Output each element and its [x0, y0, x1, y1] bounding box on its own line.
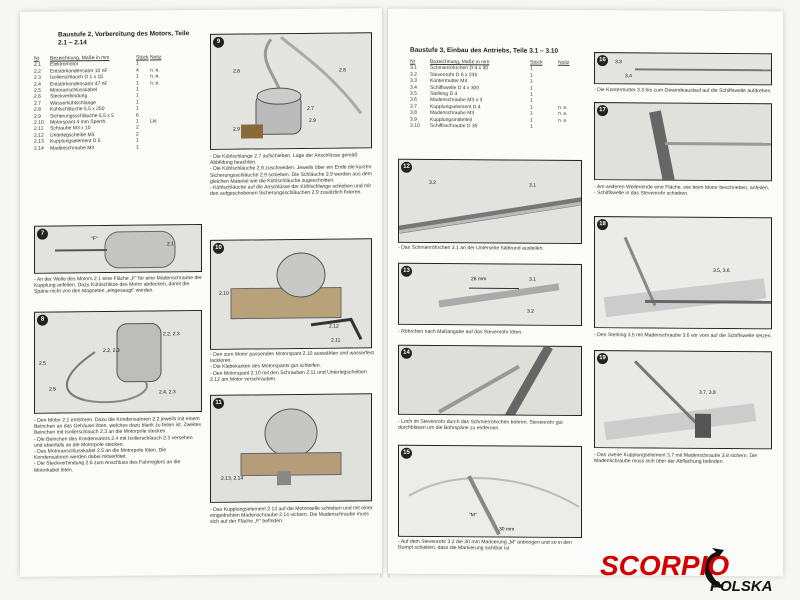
- figure-19: [594, 350, 772, 449]
- table-cell: Kühlschläuche 5,5 x 250: [50, 106, 105, 113]
- table-cell: Kupplungsmittelteil: [430, 116, 472, 123]
- table-cell: Entstörkondensator 10 nF: [50, 67, 108, 75]
- table-cell: Unterlegscheibe M3: [50, 131, 95, 139]
- table-cell: Schraube M3 x 10: [50, 125, 91, 133]
- callout-label: 2.5: [39, 360, 46, 367]
- caption-line: - Am anderen Wellenende eine Fläche, wie beim Motor beschrieben, anfeilen.: [594, 184, 770, 192]
- figure-16: [594, 52, 772, 85]
- figure-number: 14: [401, 348, 412, 359]
- caption-line: - Die Steckverbindung 2.6 zum Anschluss des Fahrreglers an die Motorkabel löten.: [34, 459, 181, 474]
- set-collar-photo: [595, 217, 772, 329]
- caption-line: - Den zum Motor passenden Motorspant 2.10 auswählen und wasserfest lackieren.: [210, 350, 374, 365]
- stern-tube-photo: [399, 264, 582, 326]
- caption-line: - Schiffswelle in das Stevenrohr schieben.: [594, 190, 689, 197]
- figure-15-caption: - Auf dem Stevenrohr 3.2 die 30 mm Markierung „M“ anbringen und so in den Rumpf schieben, dass die Markierung sichtbar ist: [398, 538, 572, 552]
- table-cell: [558, 124, 578, 131]
- callout-label: 2.11: [331, 337, 341, 344]
- table-cell: 2.6: [34, 94, 41, 101]
- hull-marking-photo: [399, 446, 582, 538]
- figure-number: 16: [597, 55, 608, 66]
- table-cell: 1: [530, 78, 533, 85]
- table-cell: 2.11: [34, 126, 44, 133]
- shaft-nut-photo: [595, 53, 772, 85]
- figure-10: [210, 238, 372, 350]
- table-cell: 1: [136, 118, 139, 125]
- table-cell: 1: [530, 72, 533, 79]
- left-heading: Baustufe 2, Vorbereitung des Motors, Teile 2.1 – 2.14: [58, 30, 190, 47]
- figure-number: 18: [597, 219, 608, 230]
- figure-number: 10: [213, 243, 224, 254]
- callout-label: 2.5: [49, 386, 56, 393]
- figure-8: [34, 310, 202, 414]
- figure-9: [210, 32, 372, 150]
- callout-label: 3.7, 3.8: [699, 389, 716, 396]
- table-row: [34, 144, 168, 152]
- table-cell: Schiffswelle D 4 x 300: [430, 84, 480, 91]
- motor-coupling-photo: [211, 394, 372, 503]
- table-cell: 2.2: [34, 68, 41, 75]
- table-cell: Kupplungselement D 5: [50, 138, 101, 145]
- table-cell: 2.14: [34, 145, 44, 152]
- table-cell: 3.10: [410, 122, 420, 129]
- table-cell: Lkt: [150, 118, 157, 125]
- table-cell: Madenschraube M3: [50, 144, 95, 152]
- table-cell: Madenschraube M3: [430, 110, 475, 117]
- table-cell: Notiz: [150, 54, 162, 61]
- table-cell: Motoranschlusskabel: [50, 87, 97, 94]
- table-cell: Sicherungsschläuche 5,5 x 5: [50, 112, 114, 120]
- left-parts-table: [34, 54, 168, 151]
- callout-label: 3.5, 3.6: [713, 267, 730, 275]
- drilling-photo: [399, 346, 582, 416]
- callout-label: 2.8: [339, 67, 346, 74]
- figure-number: 12: [401, 162, 412, 173]
- figure-11-caption: - Das Kupplungselement 2.13 auf die Motorwelle schieben und mit einer eingedrehten Madenschraube 2.14 sichern. Die Madenschraube muss sich auf der Fläche „F“ befinden.: [210, 505, 373, 526]
- table-cell: Stevenrohr D 6 x 235: [430, 71, 478, 79]
- left-page: [20, 8, 382, 577]
- figure-14-caption: - Loch im Stevenrohr durch das Schmierröhrchen bohren. Stevenrohr gut durchblasen um die Bohrspäne zu entfernen.: [398, 418, 563, 432]
- figure-17-caption: [594, 184, 772, 198]
- table-cell: 1: [136, 86, 139, 93]
- table-cell: 3.4: [410, 84, 417, 91]
- callout-label: 30 mm: [499, 526, 515, 533]
- table-cell: 2.10: [34, 119, 44, 126]
- logo-sub: POLSKA: [710, 578, 773, 595]
- figure-19-caption: - Das zweite Kupplungselement 3.7 mit Madenschraube 3.8 sichern. Die Madenschraube muss sich über der Abflachung befinden: [594, 452, 758, 466]
- table-cell: 6: [136, 112, 139, 119]
- table-cell: 1: [136, 144, 139, 151]
- caption-line: - Das Motoranschlusskabel 2.5 an die Motorpole löten. Die Kondensatoren werden dabei mitverlötet.: [34, 447, 167, 461]
- figure-number: 13: [401, 266, 412, 277]
- table-cell: Isolierschlauch D 1 x 15: [50, 74, 104, 81]
- caption-line: - Kühlschläuche auf die Anschlüsse der Kühlschlange schieben und mit den aufgeschobenen Sicherungsschläuchen 2.9 zusätzlich fixieren.: [210, 183, 371, 198]
- motor-capacitor-photo: [35, 311, 202, 414]
- callout-label: 26 mm: [471, 276, 487, 283]
- figure-8-caption: [34, 416, 202, 474]
- figure-number: 19: [597, 353, 608, 364]
- callout-label: 2.8: [233, 68, 240, 75]
- figure-number: 7: [37, 229, 48, 240]
- figure-number: 11: [213, 398, 224, 409]
- figure-18: [594, 216, 772, 329]
- table-cell: Schiffsschraube D 35: [430, 122, 478, 130]
- table-cell: Stück: [530, 59, 543, 66]
- figure-11: [210, 393, 372, 503]
- table-cell: 2.13: [34, 138, 44, 146]
- second-coupling-photo: [595, 351, 772, 449]
- figure-14: [398, 345, 582, 416]
- motor-mount-photo: [211, 239, 372, 350]
- table-cell: Motorspant 4 mm Sperrh.: [50, 119, 107, 126]
- table-cell: n. e.: [150, 67, 160, 74]
- callout-label: 3.4: [625, 73, 632, 80]
- table-cell: n. e.: [558, 111, 568, 118]
- callout-label: 2.4, 2.3: [159, 389, 176, 396]
- callout-label: 2.10: [219, 290, 229, 297]
- callout-label: 3.2: [429, 179, 436, 186]
- callout-label: 2.12: [329, 323, 339, 330]
- table-cell: 1: [530, 66, 533, 73]
- callout-label: 3.1: [529, 182, 536, 189]
- motor-shaft-photo: [35, 225, 202, 274]
- table-cell: Madenschraube M3 x 3: [430, 97, 483, 104]
- table-cell: 1: [136, 73, 139, 80]
- figure-7: [34, 224, 202, 274]
- table-cell: Notiz: [558, 59, 570, 66]
- table-cell: 2.3: [34, 74, 41, 81]
- table-cell: n. e.: [150, 73, 160, 80]
- callout-label: 2.9: [233, 126, 240, 133]
- figure-number: 17: [597, 105, 608, 116]
- table-cell: 2: [136, 131, 139, 138]
- table-cell: n. e.: [558, 104, 568, 111]
- table-cell: Steckverbindung: [50, 93, 88, 101]
- table-cell: Bezeichnung, Maße in mm: [50, 54, 110, 62]
- figure-12: [398, 159, 582, 244]
- callout-label: 2.13, 2.14: [221, 475, 244, 482]
- figure-9-caption: [210, 152, 375, 197]
- table-cell: Entstörkondensator 47 nF: [50, 80, 108, 88]
- table-cell: Nr: [410, 58, 416, 65]
- figure-7-caption: - An der Welle des Motors 2.1 eine Fläche „F“ für eine Madenschraube der Kupplung anfeilen. Dazu Kühlschlitze des Motor abdecken, damit die Späne nicht von den Magneten „eingesaugt“ werden.: [34, 274, 202, 296]
- table-cell: 1: [136, 80, 139, 87]
- table-cell: [150, 144, 168, 151]
- table-cell: 2.7: [34, 100, 41, 107]
- scorpio-logo: [600, 548, 800, 600]
- right-heading: Baustufe 3, Einbau des Antriebs, Teile 3.1 – 3.10: [410, 46, 559, 55]
- logo-brand: SCORPIO: [600, 550, 730, 581]
- callout-label: "M": [469, 512, 477, 519]
- table-cell: 3.7: [410, 103, 417, 110]
- table-cell: Stellring D 4: [430, 90, 458, 98]
- table-cell: 1: [136, 61, 139, 68]
- figure-18-caption: - Den Stellring 3.5 mit Madenschraube 3.6 vor vorn auf die Schiffswelle setzen.: [594, 332, 772, 340]
- table-cell: n. e.: [150, 80, 160, 87]
- figure-number: 9: [213, 37, 224, 48]
- figure-13: [398, 263, 582, 326]
- table-cell: 3.2: [410, 71, 417, 78]
- callout-label: 2.9: [309, 117, 316, 124]
- table-cell: 1: [530, 110, 533, 117]
- table-cell: 3.5: [410, 90, 417, 97]
- table-cell: 1: [136, 137, 139, 144]
- callout-label: "F": [91, 236, 98, 243]
- caption-line: - Den Motorspant 2.10 mit den Schrauben 2.11 und Unterlegscheiben 2.12 am Motor verschrauben.: [210, 368, 367, 383]
- right-parts-table: [410, 59, 578, 131]
- table-cell: 3.8: [410, 110, 417, 117]
- callout-label: 2.7: [307, 105, 314, 112]
- table-cell: Kupplungselement D 4: [430, 103, 481, 111]
- table-cell: 1: [136, 93, 139, 100]
- callout-label: 3.2: [527, 308, 534, 315]
- caption-line: - Die Beinchen des Kondensators 2.4 mit Isolierschlauch 2.3 versehen und ebenfalls an die Motorpole stecken.: [34, 434, 193, 449]
- table-cell: 1: [530, 117, 533, 124]
- caption-line: - Die Kühlschläuche 2.8 zuschneiden. Jeweils über ein Ende die kurzen Sicherungsschläuche 2.9 schieben. Die Schläuche 2.9 werden aus dem gleichen Material wie die Kühlschläuche zugeschnitten.: [210, 164, 372, 185]
- table-cell: 3.6: [410, 97, 417, 104]
- callout-label: 3.3: [615, 59, 622, 66]
- caption-line: - Den Motor 2.1 entstören. Dazu die Kondensatoren 2.2 jeweils mit einem Beinchen an das Gehäuse löten, welches dazu blank zu feilen ist. Zweites Beinchen mit Isolierschlauch 2.3 an die Motorpole stecken.: [34, 416, 202, 437]
- table-cell: 2.12: [34, 132, 44, 139]
- table-row: [410, 123, 578, 131]
- table-cell: 1: [136, 105, 139, 112]
- figure-12-caption: - Das Schmierröhrchen 3.1 an der Unterseite halbrund ausfeilen.: [398, 244, 544, 252]
- table-cell: 2.1: [34, 62, 41, 69]
- table-cell: Wasserkühlschlange: [50, 99, 96, 107]
- table-cell: Nr: [34, 55, 40, 62]
- table-cell: Elektromotor: [50, 61, 79, 68]
- table-cell: Stück: [136, 54, 149, 61]
- figure-number: 8: [37, 315, 48, 326]
- table-cell: 2.5: [34, 87, 41, 94]
- figure-15: [398, 445, 582, 538]
- figure-10-caption: [210, 350, 375, 383]
- lubrication-tube-photo: [399, 160, 582, 244]
- table-cell: Schmierröhrchen D 4 x 30: [430, 65, 489, 72]
- figure-16-caption: - Die Kontermutter 3.3 bis zum Gewindeauslauf auf die Schiffswelle aufdrehen.: [594, 87, 772, 95]
- figure-17: [594, 102, 772, 181]
- table-cell: 1: [530, 98, 533, 105]
- table-cell: 1: [530, 104, 533, 111]
- callout-label: 2.1: [167, 241, 174, 248]
- table-cell: 3.3: [410, 77, 417, 85]
- table-cell: 1: [530, 91, 533, 98]
- caption-line: - Die Kühlschlange 2.7 aufschieben. Lage der Anschlüsse gemäß Abbildung beachten.: [210, 152, 358, 167]
- table-cell: 3.9: [410, 116, 417, 123]
- table-cell: 1: [530, 85, 533, 92]
- figure-13-caption: - Röhrchen nach Maßangabe auf das Stevenrohr löten.: [398, 328, 523, 336]
- callout-label: 3.1: [529, 276, 536, 283]
- shaft-filing-photo: [595, 103, 772, 181]
- table-cell: 1: [530, 123, 533, 130]
- caption-line: - Die Klebekanten des Motorspants gut schleifen.: [210, 363, 321, 371]
- table-cell: 2.8: [34, 106, 41, 113]
- callout-label: 2.2, 2.3: [163, 331, 180, 338]
- right-page: [388, 9, 783, 577]
- table-cell: 1: [136, 99, 139, 106]
- table-cell: 2.9: [34, 113, 41, 120]
- table-cell: n. e.: [558, 117, 568, 124]
- table-cell: 2.4: [34, 81, 41, 88]
- table-cell: 4: [136, 67, 139, 74]
- table-cell: 2: [136, 125, 139, 132]
- callout-label: 2.2, 2.3: [103, 347, 120, 355]
- table-cell: Kontermutter M4: [430, 78, 468, 85]
- table-cell: 3.1: [410, 65, 417, 72]
- table-cell: Bezeichnung, Maße in mm: [430, 58, 490, 66]
- figure-number: 15: [401, 448, 412, 459]
